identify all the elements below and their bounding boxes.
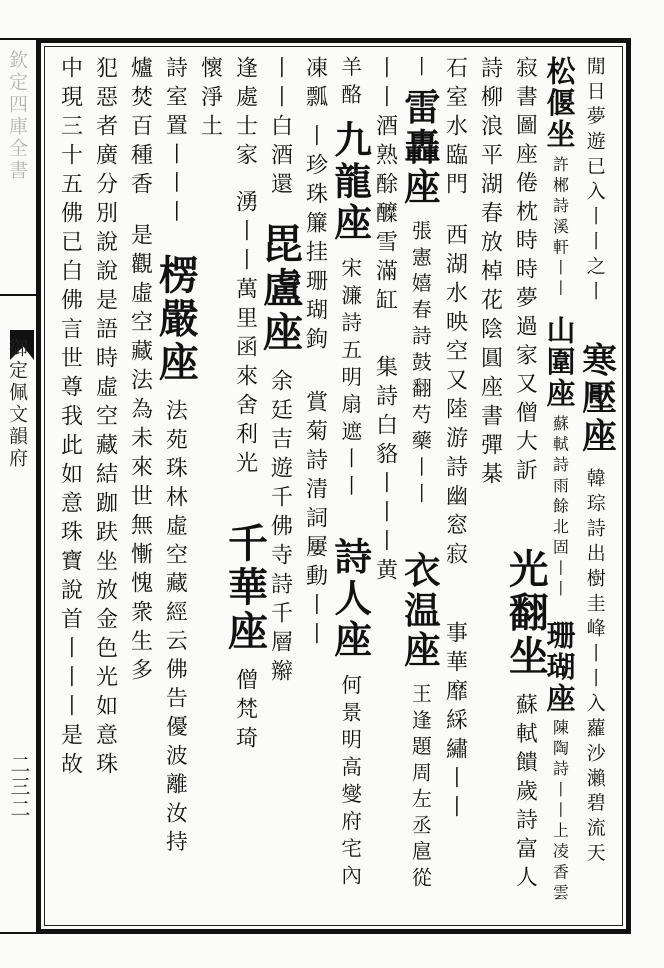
entry-text: 法苑珠林虛空藏經云佛告優波離汝持 [162,398,188,859]
entry-text: 中現三十五佛已白佛言世尊我此如意珠寶說首丨丨丨是故 [57,56,83,781]
entry-text: 丨丨白酒還 [267,56,293,201]
margin-book-title: 御定佩文韻府 [6,338,28,470]
text-column [256,56,304,924]
entry-text: 是觀虛空藏法為未來世無慚愧衆生多 [127,223,153,687]
entry-heading: 松偃坐 [542,56,577,151]
entry-text: 僧梵琦 [232,668,258,755]
entry-heading: 山圍座 [542,315,577,410]
text-column [122,56,157,924]
band-bottom-rule [0,932,36,934]
entry-text: 丨 [408,56,432,83]
entry-text: 張憲嬉春詩鼓翻芍藥丨丨 [408,219,432,509]
text-column [152,56,199,924]
entry-text: 蘇軾饋歲詩富人 [512,693,538,895]
entry-heading: 衣温座 [398,550,442,671]
entry-text: 丨丨酒熟酴醾雪滿缸 [372,56,398,317]
text-column [297,56,332,924]
entry-text: 集詩白貉丨丨丨黄 [372,355,398,587]
entry-heading: 寒壓座 [575,341,616,456]
entry-text: 王逢題周左丞扈從 [408,682,432,894]
entry-text: 逢處士家 [232,56,258,172]
entry-text: 詩柳浪平湖春放棹花陰圓座書彈棊 [477,56,503,491]
entry-text: 許郴詩溪軒丨丨 [550,155,570,301]
entry-text: 犯惡者廣分別說說是語時虛空藏結跏趺坐放金色光如意珠 [92,56,118,781]
entry-text: 凍瓢 [302,56,328,114]
entry-text: 事華靡綵繡丨丨 [442,621,468,824]
entry-text: 石室水臨門 [442,56,468,201]
text-column [398,56,442,924]
entry-heading: 毘盧座 [256,223,304,355]
text-column [542,56,577,924]
entry-heading: 雷轟座 [398,87,442,208]
entry-text: 韓琮詩出樹圭峰丨丨入蘿沙瀨碧流天 [583,467,606,868]
text-column [502,56,549,924]
entry-heading: 九龍座 [328,119,373,244]
text-column [221,56,269,924]
text-column [192,56,227,924]
entry-text: 余廷吉遊千佛寺詩千層辮 [267,369,293,688]
entry-text: 湧丨丨萬里函來舍利光 [232,190,258,480]
entry-text: 羊酪 [337,56,362,111]
entry-heading: 珊瑚座 [542,619,577,715]
text-column [87,56,122,924]
entry-text: 丨珍珠簾挂珊瑚鉤 [302,124,328,356]
entry-heading: 千華座 [221,522,269,654]
entry-text: 寂書圖座倦枕時時夢過家又僧大訢 [512,56,538,487]
entry-text: 陳陶詩丨丨上凌香雲 [550,719,570,906]
text-column [472,56,507,924]
text-column [575,56,616,924]
text-column [367,56,402,924]
entry-text: 何景明高燮府宅內 [337,674,362,893]
entry-text: 宋濂詩五明扇遮丨丨 [337,256,362,502]
page-number: 二三二 [7,754,31,820]
text-column [437,56,472,924]
margin-top-title: 欽定四庫全書 [6,50,28,182]
entry-text: 賞菊詩清詞屢動丨丨 [302,390,328,651]
entry-heading: 詩人座 [328,537,373,662]
text-column [52,56,87,924]
text-column [328,56,373,924]
entry-text: 爐焚百種香 [127,56,153,201]
entry-text: 西湖水映空又陸游詩幽窓寂 [442,223,468,571]
entry-text: 閒日夢遊已入丨丨之丨 [583,56,606,306]
entry-heading: 光翻坐 [502,548,549,680]
entry-text: 懷淨土 [197,56,223,143]
band-mid-rule [0,294,36,296]
entry-text: 蘇軾詩雨餘北固丨丨 [550,415,570,601]
band-top-rule [0,38,36,40]
entry-heading: 楞嚴座 [152,254,199,385]
margin-band [0,38,36,934]
entry-text: 詩室置丨丨丨 [162,56,188,229]
